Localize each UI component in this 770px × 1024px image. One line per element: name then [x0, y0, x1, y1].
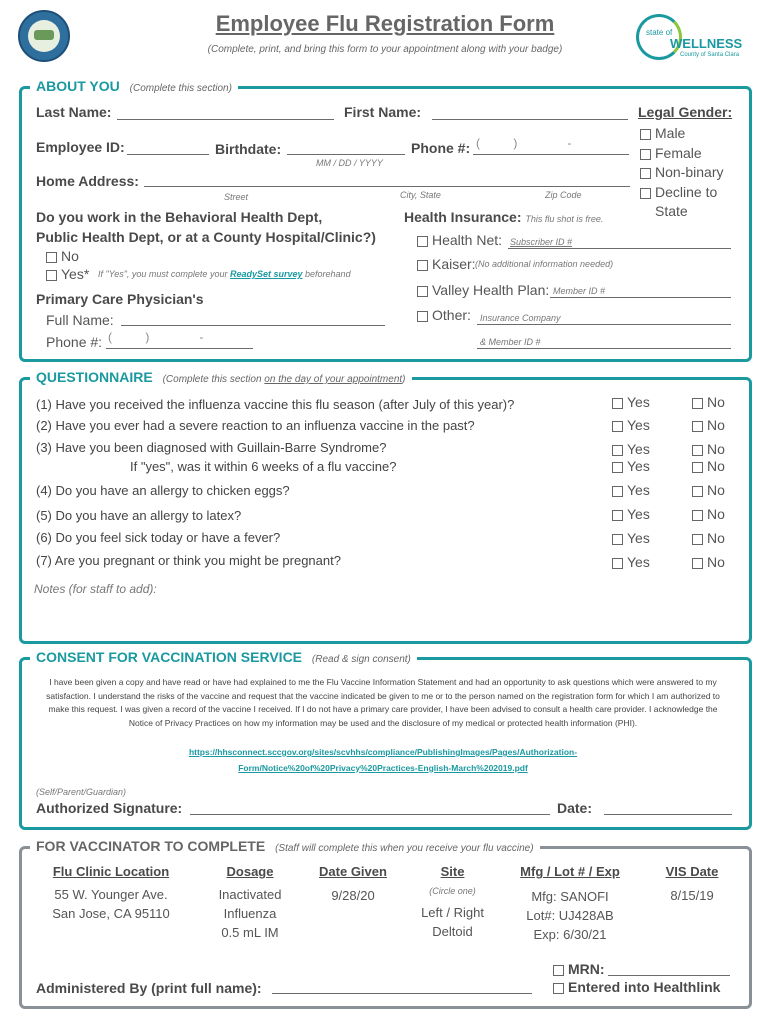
last-name-label: Last Name: [36, 104, 112, 120]
ins-kaiser-hint: (No additional information needed) [475, 259, 614, 269]
bh-no-checkbox[interactable] [46, 252, 57, 263]
q1-no[interactable] [692, 394, 725, 410]
bh-question-line2: Public Health Dept, or at a County Hospital/Clinic?) [36, 229, 376, 245]
col-date-header: Date Given [319, 864, 387, 879]
ins-other-hint-2: & Member ID # [480, 337, 541, 347]
question-7: (7) Are you pregnant or think you might be pregnant? [36, 553, 341, 568]
gender-decline-checkbox[interactable] [640, 188, 651, 199]
employee-id-label: Employee ID: [36, 139, 125, 155]
q3b-no-checkbox[interactable] [692, 462, 703, 473]
about-sub: (Complete this section) [129, 83, 232, 94]
gender-male[interactable] [640, 125, 685, 141]
phone-mask: ( ) - [476, 136, 572, 150]
q4-no-checkbox[interactable] [692, 486, 703, 497]
ins-kaiser-option[interactable] [417, 256, 476, 272]
vaccinator-sub: (Staff will complete this when you receive your flu vaccine) [275, 843, 534, 854]
first-name-input[interactable] [432, 119, 628, 120]
consent-sub: (Read & sign consent) [311, 654, 411, 665]
dosage-value [205, 885, 295, 942]
ins-free-note: This flu shot is free. [525, 214, 604, 224]
q1-yes-checkbox[interactable] [612, 398, 623, 409]
ins-healthnet-checkbox[interactable] [417, 236, 428, 247]
logo-county: County of Santa Clara [680, 52, 740, 58]
phone-label: Phone #: [411, 140, 471, 156]
consent-text: I have been given a copy and have read or have had explained to me the Flu Vaccine Information Statement and had an opportunity to ask questions which were answered to my satisfaction. I understand the risks of the vaccine and request that the vaccine indicated be given to me or to the person named on the registration form for which I am authorized to make this request. I was given a record of the vaccine I received. If I do not have a primary care provider, I have been advised to consult a health care provider. I acknowledge the Notice of Privacy Practices on how my information may be used and the disclosure of my medical or protected health information (PHI). [46, 677, 720, 728]
gender-nonbinary[interactable] [640, 164, 723, 180]
consent-title-text: CONSENT FOR VACCINATION SERVICE [36, 649, 303, 665]
q1-no-checkbox[interactable] [692, 398, 703, 409]
questionnaire-title-text: QUESTIONNAIRE [36, 369, 153, 385]
gender-male-label: Male [655, 125, 686, 141]
gender-female-label: Female [655, 145, 702, 161]
ins-healthnet-hint: Subscriber ID # [510, 237, 573, 247]
mrn-option[interactable] [553, 961, 605, 977]
q2-no-label: No [707, 417, 725, 433]
q7-no[interactable] [692, 554, 725, 570]
mrn-checkbox[interactable] [553, 965, 564, 976]
phone-input[interactable] [473, 154, 629, 155]
q2-yes-label: Yes [627, 417, 650, 433]
logo-state-of: state of [646, 28, 673, 37]
q3-yes-checkbox[interactable] [612, 445, 623, 456]
ins-valley-hint: Member ID # [553, 286, 606, 296]
q5-yes-checkbox[interactable] [612, 510, 623, 521]
question-5: (5) Do you have an allergy to latex? [36, 508, 242, 523]
date-given-value: 9/28/20 [331, 888, 375, 903]
bh-yes-label: Yes* [61, 266, 90, 282]
about-title [30, 78, 238, 94]
first-name-label: First Name: [344, 104, 422, 120]
q5-no-label: No [707, 506, 725, 522]
signature-input[interactable] [190, 814, 550, 815]
ins-other-input-2[interactable] [477, 348, 731, 349]
bh-question-line1: Do you work in the Behavioral Health Dept, [36, 209, 323, 225]
bh-yes-note-text: If "Yes", you must complete your [98, 269, 228, 279]
ins-valley-label: Valley Health Plan: [432, 282, 550, 298]
vis-value: 8/15/19 [670, 888, 714, 903]
gender-female-checkbox[interactable] [640, 149, 651, 160]
q3-no-label: No [707, 441, 725, 457]
q3b-no[interactable] [692, 458, 725, 474]
q5-yes[interactable] [612, 506, 650, 522]
logo-wellness: WELLNESS [670, 36, 743, 51]
q6-no-checkbox[interactable] [692, 534, 703, 545]
questionnaire-title [30, 369, 412, 385]
location-line1: 55 W. Younger Ave. [54, 887, 168, 902]
home-address-input[interactable] [144, 186, 630, 187]
staff-notes-label: Notes (for staff to add): [34, 582, 157, 596]
gender-decline[interactable] [640, 183, 740, 221]
gender-nonbinary-checkbox[interactable] [640, 168, 651, 179]
q7-yes-checkbox[interactable] [612, 558, 623, 569]
q3b-no-label: No [707, 458, 725, 474]
bh-yes-option[interactable] [46, 266, 89, 282]
ins-other-checkbox[interactable] [417, 311, 428, 322]
bh-yes-note [98, 269, 351, 279]
healthlink-option[interactable] [553, 979, 720, 995]
q3-yes[interactable] [612, 441, 650, 457]
q3-yes-label: Yes [627, 441, 650, 457]
q6-yes[interactable] [612, 530, 650, 546]
birthdate-label: Birthdate: [215, 141, 282, 157]
questionnaire-sub-underline: on the day of your appointment [264, 374, 403, 385]
ins-valley-checkbox[interactable] [417, 286, 428, 297]
ins-other-option[interactable] [417, 307, 471, 323]
question-3b: If "yes", was it within 6 weeks of a flu vaccine? [130, 459, 397, 474]
q3-no-checkbox[interactable] [692, 445, 703, 456]
q4-no-label: No [707, 482, 725, 498]
question-1: (1) Have you received the influenza vaccine this flu season (after July of this year)? [36, 397, 515, 412]
location-value [36, 885, 186, 923]
q1-yes[interactable] [612, 394, 650, 410]
vaccinator-title [30, 838, 540, 854]
privacy-link-line1[interactable]: https://hhsconnect.sccgov.org/sites/scvhhs/compliance/PublishingImages/Pages/Authorization- [188, 747, 578, 757]
privacy-link-line2[interactable]: Form/Notice%20of%20Privacy%20Practices-English-March%202019.pdf [238, 762, 528, 773]
privacy-link[interactable] [38, 744, 728, 775]
employee-id-input[interactable] [127, 154, 209, 155]
gender-nonbinary-label: Non-binary [655, 164, 724, 180]
birthdate-input[interactable] [287, 154, 405, 155]
ins-healthnet-input[interactable] [508, 248, 731, 249]
question-3: (3) Have you been diagnosed with Guillain-Barre Syndrome? [36, 440, 387, 455]
q6-yes-label: Yes [627, 530, 650, 546]
question-2: (2) Have you ever had a severe reaction to an influenza vaccine in the past? [36, 418, 475, 433]
dosage-line2: Influenza [223, 906, 277, 921]
beforehand-text: beforehand [305, 269, 351, 279]
administered-by-input[interactable] [272, 993, 532, 994]
mfg-line2: Lot#: UJ428AB [526, 908, 614, 923]
q3b-yes[interactable] [612, 458, 650, 474]
q7-yes[interactable] [612, 554, 650, 570]
q4-yes-checkbox[interactable] [612, 486, 623, 497]
site-line2: Deltoid [432, 924, 473, 939]
legal-gender-label: Legal Gender: [638, 104, 733, 120]
site-value [410, 903, 495, 941]
administered-by-label: Administered By (print full name): [36, 980, 262, 996]
q5-no[interactable] [692, 506, 725, 522]
pcp-name-input[interactable] [121, 325, 385, 326]
ins-valley-option[interactable] [417, 282, 549, 298]
healthlink-label: Entered into Healthlink [568, 979, 721, 995]
q2-no[interactable] [692, 417, 725, 433]
gender-decline-label: Decline to State [655, 184, 718, 219]
pcp-phone-label: Phone #: [46, 334, 103, 350]
col-vis-header: VIS Date [665, 864, 719, 879]
mrn-input[interactable] [608, 975, 730, 976]
bh-yes-checkbox[interactable] [46, 270, 57, 281]
q3b-yes-label: Yes [627, 458, 650, 474]
home-address-label: Home Address: [36, 173, 139, 189]
col-location-header: Flu Clinic Location [52, 864, 170, 879]
form-subtitle: (Complete, print, and bring this form to your appointment along with your badge) [207, 44, 563, 55]
q6-no[interactable] [692, 530, 725, 546]
location-line2: San Jose, CA 95110 [52, 906, 170, 921]
questionnaire-sub-pre: (Complete this section [162, 374, 265, 385]
site-hint: (Circle one) [429, 886, 476, 896]
wellness-logo [636, 12, 756, 62]
healthlink-checkbox[interactable] [553, 983, 564, 994]
signature-date-input[interactable] [604, 814, 732, 815]
self-parent-guardian: (Self/Parent/Guardian) [36, 787, 127, 797]
about-title-text: ABOUT YOU [36, 78, 120, 94]
mfg-value [505, 887, 635, 944]
q4-yes[interactable] [612, 482, 650, 498]
pcp-name-label: Full Name: [46, 312, 114, 328]
q1-no-label: No [707, 394, 725, 410]
q6-no-label: No [707, 530, 725, 546]
gender-male-checkbox[interactable] [640, 129, 651, 140]
q2-yes-checkbox[interactable] [612, 421, 623, 432]
consent-title [30, 649, 417, 665]
questionnaire-sub-post: ) [402, 374, 406, 385]
col-dosage-header: Dosage [226, 864, 274, 879]
q7-no-label: No [707, 554, 725, 570]
health-insurance-text: Health Insurance: [404, 209, 522, 225]
signature-date-label: Date: [557, 800, 593, 816]
q3b-yes-checkbox[interactable] [612, 462, 623, 473]
ins-other-input-1[interactable] [477, 324, 731, 325]
pcp-phone-mask: ( ) - [108, 330, 204, 344]
ins-valley-input[interactable] [550, 297, 731, 298]
q7-yes-label: Yes [627, 554, 650, 570]
questionnaire-sub [163, 374, 406, 385]
site-line1: Left / Right [421, 905, 484, 920]
ins-healthnet-option[interactable] [417, 232, 502, 248]
zip-hint: Zip Code [545, 190, 582, 200]
pcp-phone-input[interactable] [106, 348, 253, 349]
ins-healthnet-label: Health Net: [432, 232, 503, 248]
street-hint: Street [224, 192, 249, 202]
q7-no-checkbox[interactable] [692, 558, 703, 569]
form-title: Employee Flu Registration Form [215, 11, 555, 36]
dosage-line3: 0.5 mL IM [221, 925, 279, 940]
question-4: (4) Do you have an allergy to chicken eggs? [36, 483, 290, 498]
q6-yes-checkbox[interactable] [612, 534, 623, 545]
q1-yes-label: Yes [627, 394, 650, 410]
last-name-input[interactable] [117, 119, 334, 120]
vaccinator-title-text: FOR VACCINATOR TO COMPLETE [36, 838, 266, 854]
city-state-hint: City, State [400, 190, 441, 200]
q4-no[interactable] [692, 482, 725, 498]
dosage-line1: Inactivated [218, 887, 282, 902]
mrn-label: MRN: [568, 961, 605, 977]
ins-kaiser-checkbox[interactable] [417, 260, 428, 271]
col-mfg-header: Mfg / Lot # / Exp [520, 864, 620, 879]
bh-no-label: No [61, 248, 79, 264]
readyset-link[interactable]: ReadySet survey [229, 269, 303, 279]
q3-no[interactable] [692, 441, 725, 457]
mfg-line3: Exp: 6/30/21 [533, 927, 607, 942]
ins-other-hint-1: Insurance Company [480, 313, 561, 323]
q4-yes-label: Yes [627, 482, 650, 498]
bh-no-option[interactable] [46, 248, 79, 264]
q2-no-checkbox[interactable] [692, 421, 703, 432]
q2-yes[interactable] [612, 417, 650, 433]
gender-female[interactable] [640, 145, 702, 161]
health-insurance-label [404, 209, 603, 225]
signature-label: Authorized Signature: [36, 800, 183, 816]
ins-kaiser-label: Kaiser: [432, 256, 476, 272]
mfg-line1: Mfg: SANOFI [531, 889, 609, 904]
question-6: (6) Do you feel sick today or have a fever? [36, 530, 281, 545]
birthdate-hint: MM / DD / YYYY [316, 158, 383, 168]
ins-other-label: Other: [432, 307, 471, 323]
q5-yes-label: Yes [627, 506, 650, 522]
col-site-header: Site [440, 864, 465, 879]
q5-no-checkbox[interactable] [692, 510, 703, 521]
pcp-label: Primary Care Physician's [36, 291, 204, 307]
